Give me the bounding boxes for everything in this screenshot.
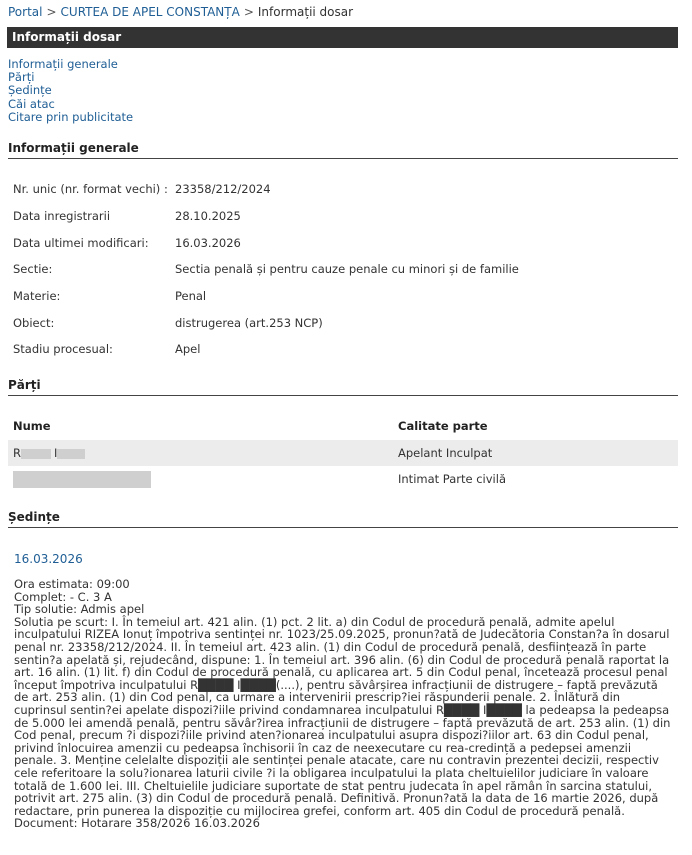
breadcrumb-current: Informații dosar <box>257 5 354 19</box>
info-row <box>8 336 678 363</box>
sessions-heading: Ședințe <box>8 510 678 528</box>
redacted-block <box>21 449 51 459</box>
nav-link-appeals[interactable]: Căi atac <box>8 96 55 111</box>
info-label: Sectie: <box>13 262 53 277</box>
party-row <box>8 440 678 466</box>
redacted-block <box>13 471 151 488</box>
session-document: Document: Hotarare 358/2026 16.03.2026 <box>14 816 260 831</box>
party-row <box>8 466 678 492</box>
nav-link-sessions[interactable]: Ședințe <box>8 83 52 98</box>
party-role: Apelant Inculpat <box>398 446 493 460</box>
breadcrumb <box>8 5 353 19</box>
session-panel: Complet: - C. 3 A <box>14 589 112 604</box>
breadcrumb-court-link[interactable]: CURTEA DE APEL CONSTANȚA <box>60 5 240 19</box>
info-label: Data inregistrarii <box>13 209 111 224</box>
section-nav <box>8 58 133 124</box>
session-solution-type: Tip solutie: Admis apel <box>14 602 145 617</box>
info-value: 28.10.2025 <box>175 209 241 224</box>
session-entry <box>14 552 674 830</box>
session-time: Ora estimata: 09:00 <box>14 577 130 591</box>
column-header-role: Calitate parte <box>398 419 488 433</box>
info-label: Stadiu procesual: <box>13 342 113 357</box>
info-row <box>8 309 678 336</box>
info-label: Data ultimei modificari: <box>13 235 149 250</box>
info-value: Penal <box>175 289 207 304</box>
session-date: 16.03.2026 <box>14 552 83 566</box>
info-row <box>8 256 678 283</box>
parties-header-row <box>8 412 678 440</box>
parties-table <box>8 412 678 492</box>
nav-link-parties[interactable]: Părți <box>8 70 35 85</box>
info-row <box>8 203 678 230</box>
info-row <box>8 283 678 310</box>
info-value: Apel <box>175 342 201 357</box>
nav-link-public-summons[interactable]: Citare prin publicitate <box>8 109 134 124</box>
session-solution-text: Solutia pe scurt: I. În temeiul art. 421 alin. (1) pct. 2 lit. a) din Codul de procedură penală, admite apelul inculpatului RIZEA Ionuț împotriva sentinței nr. 1023/25.09.2025, pronun?ată de Judecătoria Constan?a în dosarul penal nr. 23358/212/2024. II. În temeiul art. 423 alin. (1) din Codul de procedură penală, desființează în parte sentin?a apelată și, rejudecând, dispune: 1. În temeiul art. 396 alin. (6) din Codul de procedură penală raportat la art. 16 alin. (1) lit. f) din Codul de procedură penală, cu aplicarea art. 5 din Codul penal, încetează procesul penal început împotriva inculpatului R████ I████(....), pentru săvârșirea infracțiunii de distrugere – faptă prevăzută de art. 253 alin. (1) din Cod penal, ca urmare a intervenirii prescrip?iei răspunderii penale. 2. Înlătură din cuprinsul sentin?ei apelate dispozi?iile privind condamnarea inculpatului R████ I████ la pedeapsa la pedeapsa de 5.000 lei amendă penală, pentru săvâr?irea infracțiunii de distrugere – faptă prevăzută de art. 253 alin. (1) din Cod penal, precum ?i dispozi?iile privind aten?ionarea inculpatului asupra dispozi?iilor art. 63 din Codul penal, privind înlocuirea amenzii cu pedeapsa închisorii în caz de neexecutare cu rea-credință a pedepsei amenzii penale. 3. Menține celelalte dispoziții ale sentinței penale atacate, care nu contravin prezentei decizii, respectiv cele referitoare la solu?ionarea laturii civile ?i la obligarea inculpatului la plata cheltuielilor judiciare în valoare totală de 1.600 lei. III. Cheltuielile judiciare suportate de stat pentru judecata în apel rămân în sarcina statului, potrivit art. 275 alin. (3) din Codul de procedură penală. Definitivă. Pronun?ată la data de 16 martie 2026, după redactare, prin punerea la dispoziție cu mijlocirea grefei, conform art. 405 din Codul de procedură penală. <box>14 614 671 818</box>
party-role: Intimat Parte civilă <box>398 472 506 486</box>
info-row <box>8 229 678 256</box>
info-row <box>8 176 678 203</box>
parties-heading: Părți <box>8 378 678 396</box>
breadcrumb-portal-link[interactable]: Portal <box>8 5 43 19</box>
info-value: 23358/212/2024 <box>175 182 271 197</box>
page-title-bar: Informații dosar <box>7 27 678 48</box>
party-name-initial: R <box>13 446 21 460</box>
breadcrumb-separator: > <box>243 5 254 19</box>
info-value: 16.03.2026 <box>175 235 241 250</box>
breadcrumb-separator: > <box>46 5 57 19</box>
column-header-name: Nume <box>13 419 51 433</box>
info-label: Nr. unic (nr. format vechi) : <box>13 182 168 197</box>
info-value: distrugerea (art.253 NCP) <box>175 315 323 330</box>
info-value: Sectia penală și pentru cauze penale cu minori și de familie <box>175 262 519 277</box>
party-name <box>8 471 398 488</box>
party-name-initial: I <box>54 446 58 460</box>
general-info-table <box>8 176 678 363</box>
nav-link-general[interactable]: Informații generale <box>8 57 118 71</box>
info-label: Obiect: <box>13 315 55 330</box>
info-label: Materie: <box>13 289 61 304</box>
redacted-block <box>57 449 85 459</box>
general-info-heading: Informații generale <box>8 141 678 159</box>
party-name <box>8 446 398 460</box>
